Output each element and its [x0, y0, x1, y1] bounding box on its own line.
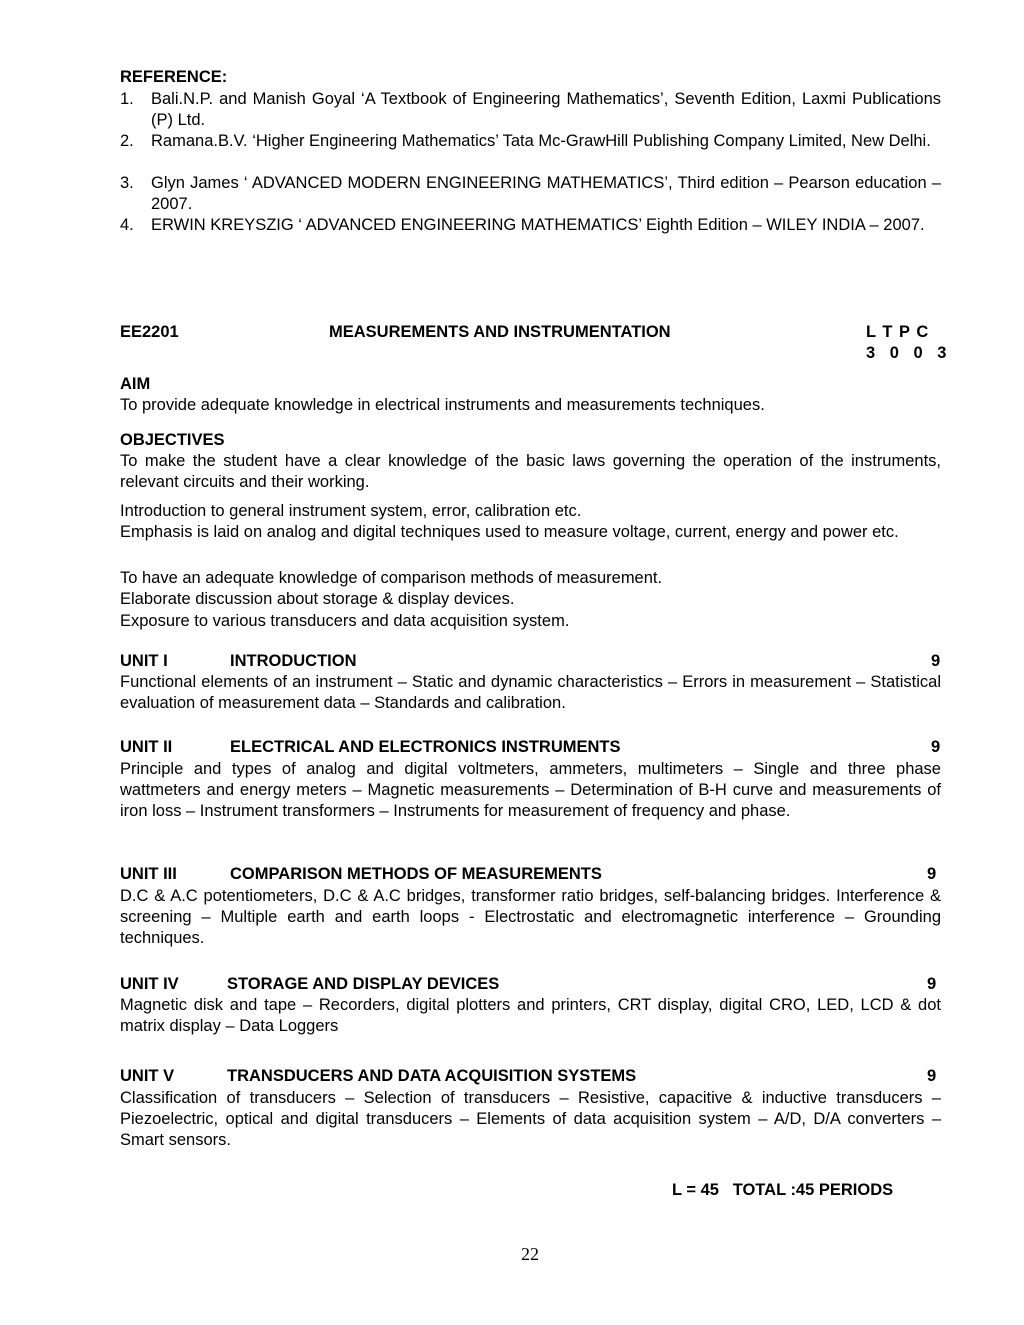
- unit-label: UNIT V: [120, 1067, 175, 1085]
- unit-label: UNIT II: [120, 738, 173, 756]
- reference-item-number: 1.: [120, 90, 134, 108]
- objective-paragraph: To have an adequate knowledge of comparison methods of measurement.: [120, 569, 663, 587]
- reference-heading: REFERENCE:: [120, 68, 228, 86]
- unit-label: UNIT III: [120, 865, 177, 883]
- unit-hours: 9: [927, 1067, 937, 1085]
- objective-paragraph: Exposure to various transducers and data acquisition system.: [120, 612, 570, 630]
- unit-description: Magnetic disk and tape – Recorders, digital plotters and printers, CRT display, digital CRO, LED, LCD & dot matrix display – Data Loggers: [120, 996, 941, 1035]
- unit-description: Functional elements of an instrument – Static and dynamic characteristics – Errors in measurement – Statistical evaluation of measurement data – Standards and calibration.: [120, 673, 941, 712]
- unit-title: STORAGE AND DISPLAY DEVICES: [227, 975, 500, 993]
- reference-item: [120, 131, 941, 152]
- ltpc-values: 3 0 0 3: [866, 344, 952, 362]
- reference-item: [120, 89, 941, 131]
- reference-item-number: 3.: [120, 174, 134, 192]
- unit-hours: 9: [931, 738, 941, 756]
- unit-title: TRANSDUCERS AND DATA ACQUISITION SYSTEMS: [227, 1067, 637, 1085]
- reference-item-text: ERWIN KREYSZIG ‘ ADVANCED ENGINEERING MATHEMATICS’ Eighth Edition – WILEY INDIA – 2007.: [151, 216, 925, 234]
- objectives-heading: OBJECTIVES: [120, 431, 225, 449]
- unit-header: [120, 864, 941, 885]
- objective-paragraph: Emphasis is laid on analog and digital techniques used to measure voltage, current, energy and power etc.: [120, 523, 899, 541]
- unit-header: [120, 651, 941, 672]
- unit-header: [120, 1066, 941, 1087]
- objective-paragraph: To make the student have a clear knowledge of the basic laws governing the operation of the instruments, relevant circuits and their working.: [120, 452, 941, 491]
- aim-heading: AIM: [120, 375, 151, 393]
- reference-item-text: Glyn James ‘ ADVANCED MODERN ENGINEERING MATHEMATICS’, Third edition – Pearson education – 2007.: [151, 174, 941, 213]
- reference-item-number: 2.: [120, 132, 134, 150]
- course-code: EE2201: [120, 323, 179, 341]
- aim-text: To provide adequate knowledge in electrical instruments and measurements techniques.: [120, 396, 765, 414]
- unit-title: ELECTRICAL AND ELECTRONICS INSTRUMENTS: [230, 738, 621, 756]
- unit-header: [120, 737, 941, 758]
- unit-title: COMPARISON METHODS OF MEASUREMENTS: [230, 865, 602, 883]
- total-periods: L = 45 TOTAL :45 PERIODS: [672, 1181, 894, 1199]
- ltpc-header: L T P C: [866, 323, 929, 341]
- unit-title: INTRODUCTION: [230, 652, 357, 670]
- unit-hours: 9: [927, 975, 937, 993]
- reference-item: [120, 173, 941, 215]
- unit-label: UNIT I: [120, 652, 168, 670]
- unit-header: [120, 974, 941, 995]
- unit-description: Principle and types of analog and digital voltmeters, ammeters, multimeters – Single and three phase wattmeters and energy meters – Magnetic measurements – Determination of B-H curve and measurements of iron loss – Instrument transformers – Instruments for measurement of frequency and phase.: [120, 760, 941, 820]
- reference-item: [120, 215, 941, 236]
- objective-paragraph: Elaborate discussion about storage & display devices.: [120, 590, 515, 608]
- page-number: 22: [521, 1244, 539, 1264]
- unit-description: Classification of transducers – Selection of transducers – Resistive, capacitive & inductive transducers – Piezoelectric, optical and digital transducers – Elements of data acquisition system – A/D, D/A converters – Smart sensors.: [120, 1089, 941, 1149]
- unit-hours: 9: [927, 865, 937, 883]
- reference-item-text: Ramana.B.V. ‘Higher Engineering Mathematics’ Tata Mc-GrawHill Publishing Company Limited, New Delhi.: [151, 132, 931, 150]
- objective-paragraph: Introduction to general instrument system, error, calibration etc.: [120, 502, 582, 520]
- reference-item-number: 4.: [120, 216, 134, 234]
- reference-item-text: Bali.N.P. and Manish Goyal ‘A Textbook of Engineering Mathematics’, Seventh Edition, Laxmi Publications (P) Ltd.: [151, 90, 941, 129]
- course-title: MEASUREMENTS AND INSTRUMENTATION: [329, 323, 671, 341]
- unit-hours: 9: [931, 652, 941, 670]
- unit-description: D.C & A.C potentiometers, D.C & A.C bridges, transformer ratio bridges, self-balancing bridges. Interference & screening – Multiple earth and earth loops - Electrostatic and electromagnetic interference – Grounding techniques.: [120, 887, 941, 947]
- unit-label: UNIT IV: [120, 975, 179, 993]
